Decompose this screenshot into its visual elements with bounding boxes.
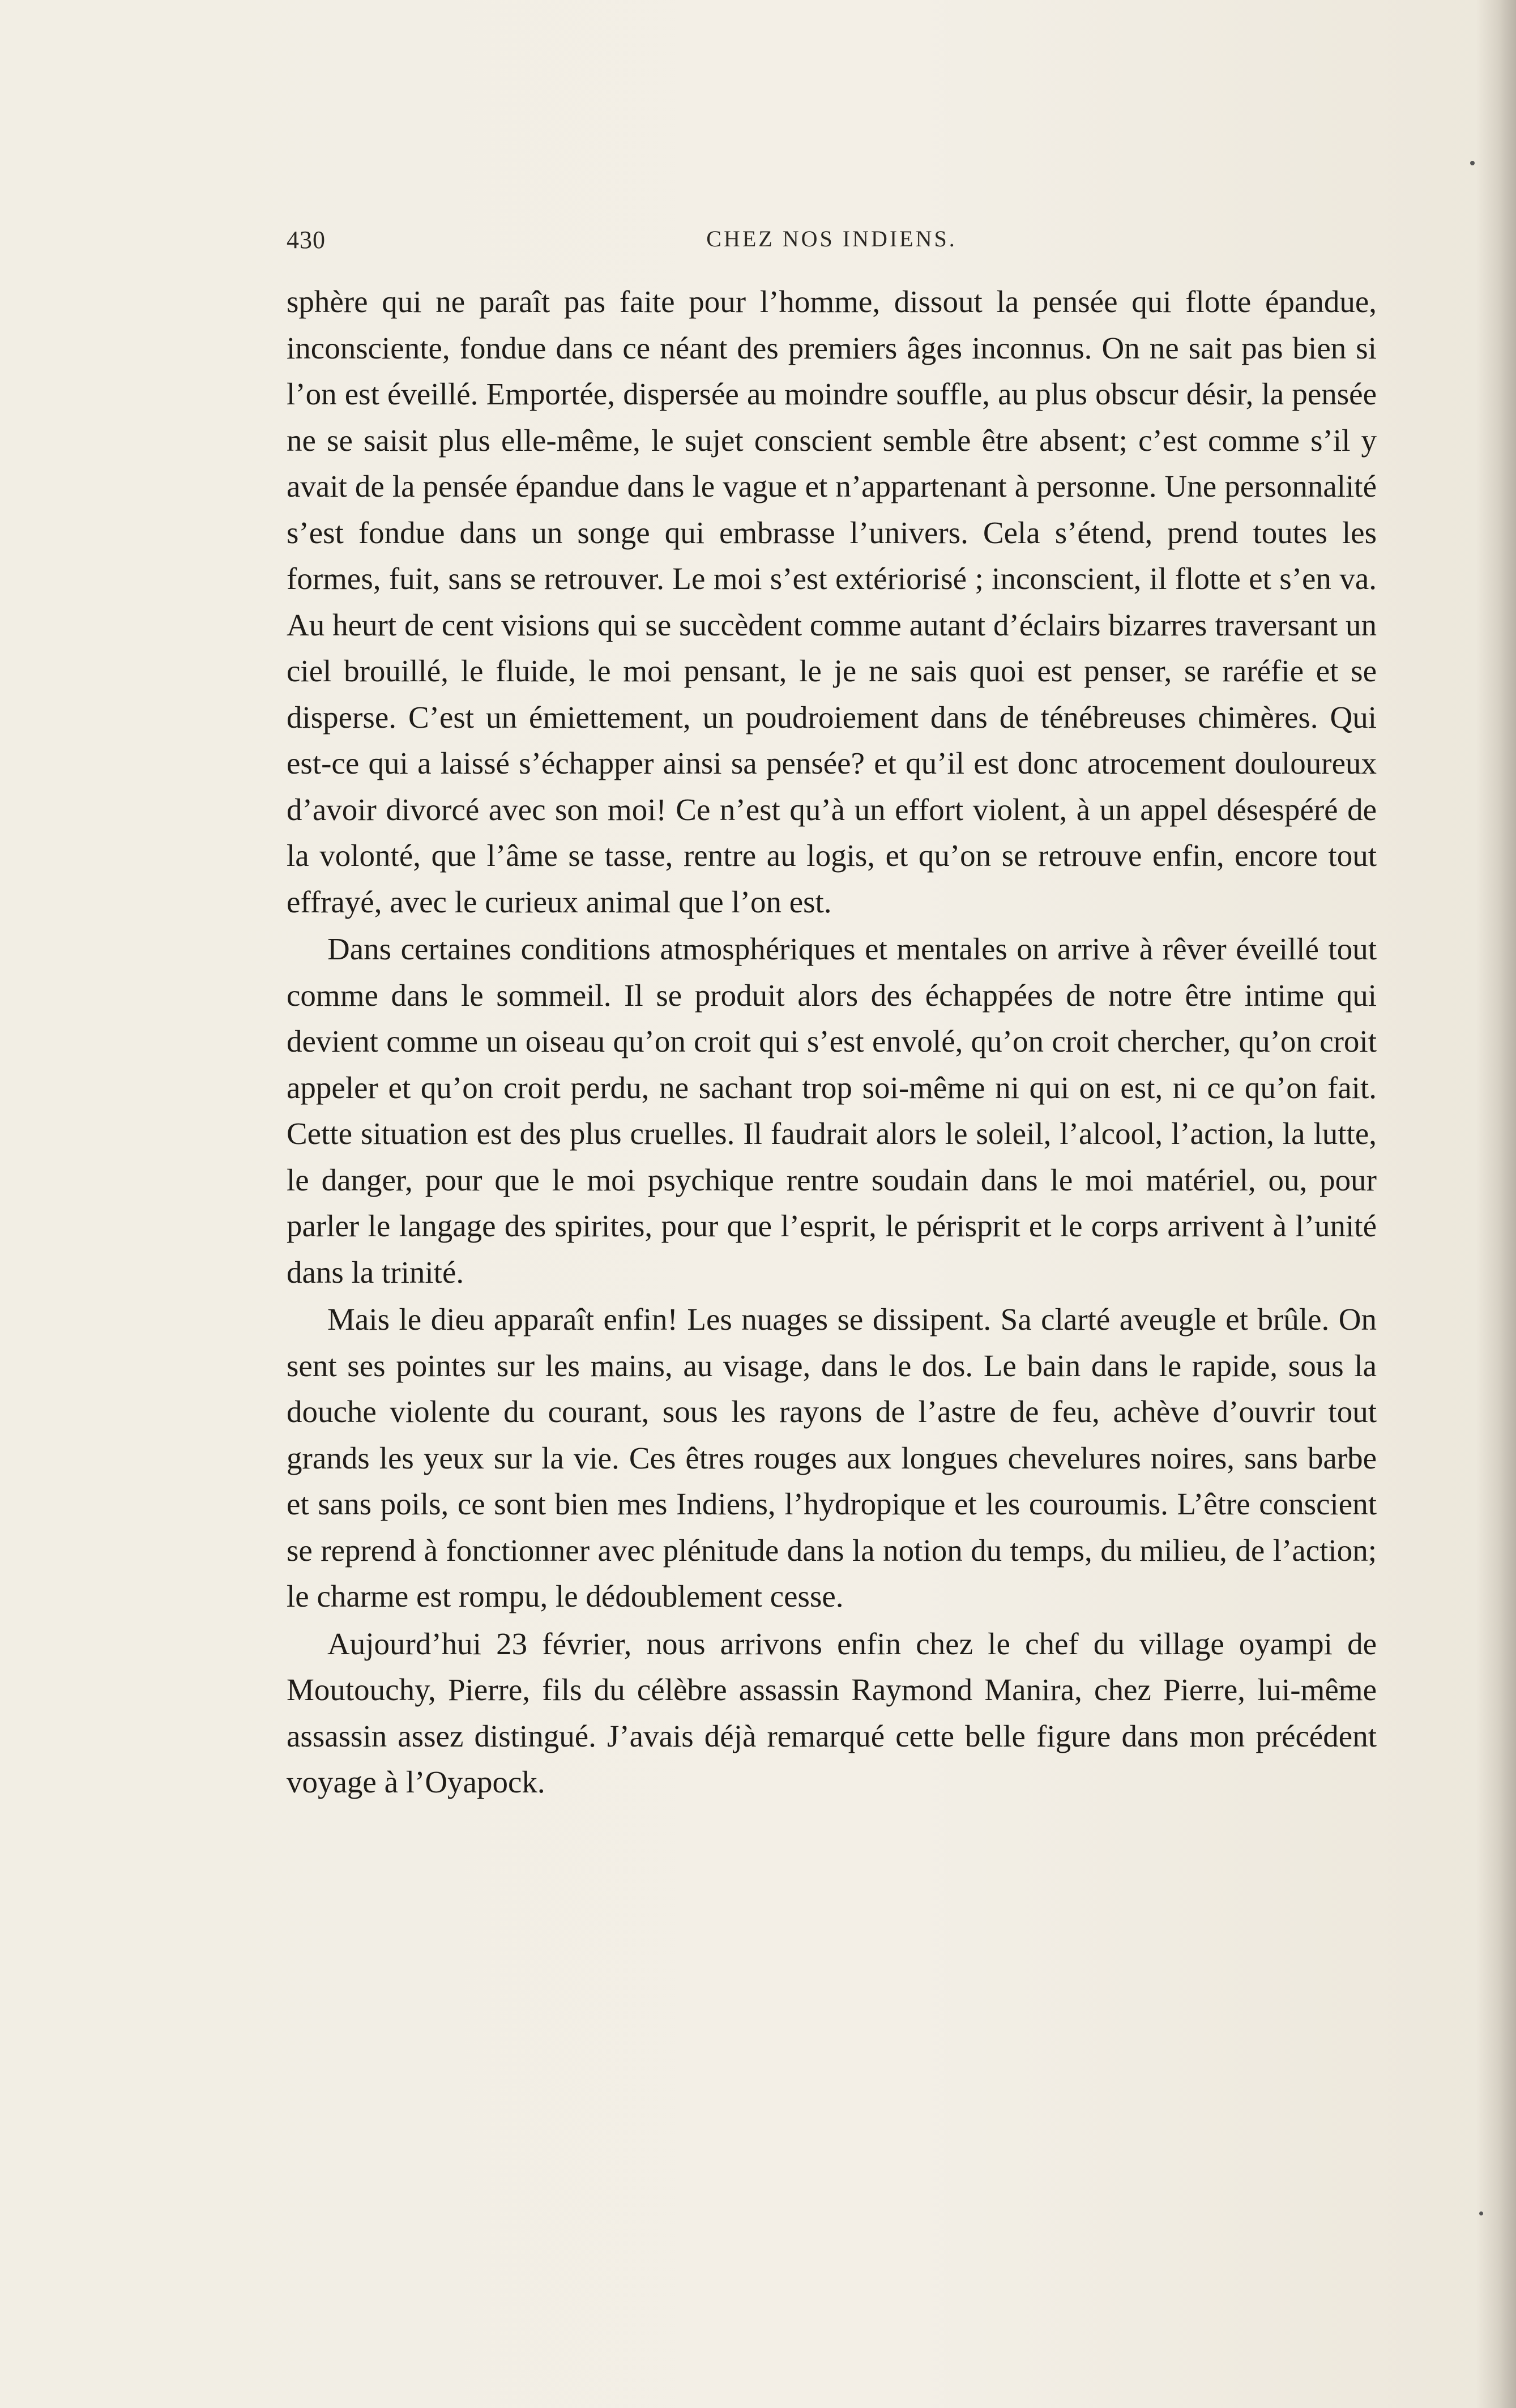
- body-text: [287, 279, 1377, 1805]
- paragraph-2: Dans certaines conditions atmosphériques et mentales on arrive à rêver éveillé tout comme dans le sommeil. Il se produit alors des échappées de notre être intime qui devient comme un oiseau qu’on croit qui s’est envolé, qu’on croit chercher, qu’on croit appeler et qu’on croit perdu, ne sachant trop soi-même ni qui on est, ni ce qu’on fait. Cette situation est des plus cruelles. Il faudrait alors le soleil, l’alcool, l’action, la lutte, le danger, pour que le moi psychique rentre soudain dans le moi matériel, ou, pour parler le langage des spirites, pour que l’esprit, le périsprit et le corps arrivent à l’unité dans la trinité.: [287, 932, 1377, 1290]
- page-gutter-shadow: [1476, 0, 1516, 2408]
- paragraph-3: Mais le dieu apparaît enfin! Les nuages se dissipent. Sa clarté aveugle et brûle. On sent ses pointes sur les mains, au visage, dans le dos. Le bain dans le rapide, sous la douche violente du courant, sous les rayons de l’astre de feu, achève d’ouvrir tout grands les yeux sur la vie. Ces êtres rouges aux longues chevelures noires, sans barbe et sans poils, ce sont bien mes Indiens, l’hydropique et les couroumis. L’être conscient se reprend à fonctionner avec plénitude dans la notion du temps, du milieu, de l’action; le charme est rompu, le dédoublement cesse.: [287, 1302, 1377, 1613]
- print-speck: [1479, 2211, 1483, 2215]
- paragraph-4: Aujourd’hui 23 février, nous arrivons enfin chez le chef du village oyampi de Moutouchy, Pierre, fils du célèbre assassin Raymond Manira, chez Pierre, lui-même assassin assez distingué. J’avais déjà remarqué cette belle figure dans mon précédent voyage à l’Oyapock.: [287, 1626, 1377, 1799]
- paragraph-1: sphère qui ne paraît pas faite pour l’homme, dissout la pensée qui flotte épandue, inconsciente, fondue dans ce néant des premiers âges inconnus. On ne sait pas bien si l’on est éveillé. Emportée, dispersée au moindre souffle, au plus obscur désir, la pensée ne se saisit plus elle-même, le sujet conscient semble être absent; c’est comme s’il y avait de la pensée épandue dans le vague et n’appartenant à personne. Une personnalité s’est fondue dans un songe qui embrasse l’univers. Cela s’étend, prend toutes les formes, fuit, sans se retrouver. Le moi s’est extériorisé ; inconscient, il flotte et s’en va. Au heurt de cent visions qui se succèdent comme autant d’éclairs bizarres traversant un ciel brouillé, le fluide, le moi pensant, le je ne sais quoi est penser, se raréfie et se disperse. C’est un émiettement, un poudroiement dans de ténébreuses chimères. Qui est-ce qui a laissé s’échapper ainsi sa pensée? et qu’il est donc atrocement douloureux d’avoir divorcé avec son moi! Ce n’est qu’à un effort violent, à un appel désespéré de la volonté, que l’âme se tasse, rentre au logis, et qu’on se retrouve enfin, encore tout effrayé, avec le curieux animal que l’on est.: [287, 284, 1377, 919]
- running-title: CHEZ NOS INDIENS.: [706, 226, 957, 251]
- print-speck: [1470, 161, 1475, 165]
- running-header: [287, 225, 1377, 259]
- page-number: 430: [287, 226, 326, 254]
